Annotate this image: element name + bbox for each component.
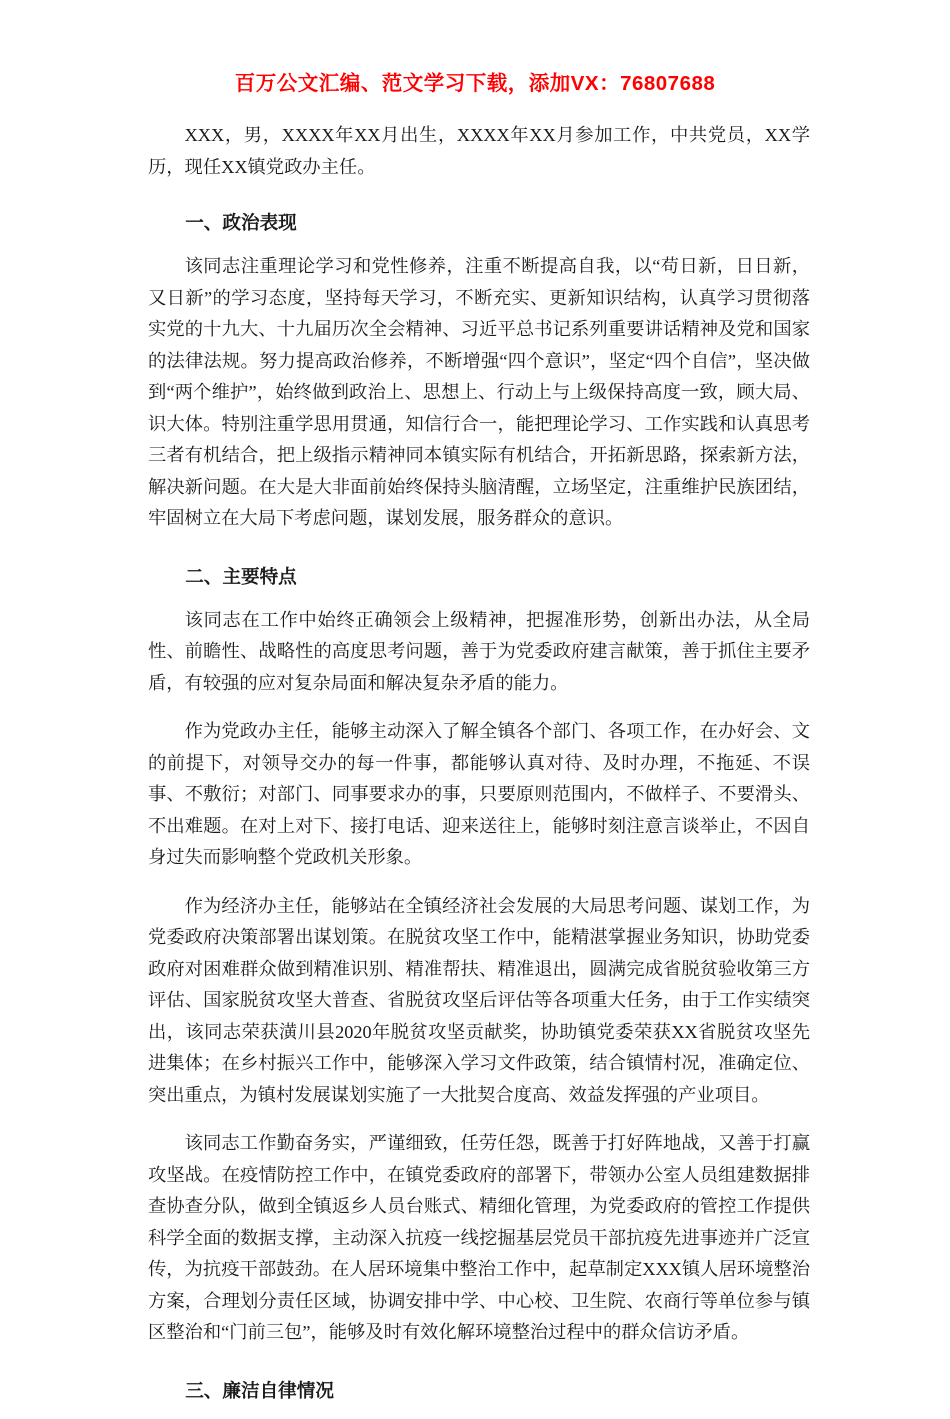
paragraph-political-performance: 该同志注重理论学习和党性修养，注重不断提高自我，以“苟日新，日日新，又日新”的学习态度，坚持每天学习，不断充实、更新知识结构，认真学习贯彻落实党的十九大、十九届历次全会精神、习近平总书记系列重要讲话精神及党和国家的法律法规。努力提高政治修养，不断增强“四个意识”，坚定“四个自信”，坚决做到“两个维护”，始终做到政治上、思想上、行动上与上级保持高度一致，顾大局、识大体。特别注重学思用贯通，知信行合一，能把理论学习、工作实践和认真思考三者有机结合，把上级指示精神同本镇实际有机结合，开拓新思路，探索新方法，解决新问题。在大是大非面前始终保持头脑清醒，立场坚定，注重维护民族团结，牢固树立在大局下考虑问题，谋划发展，服务群众的意识。 — [148, 256, 810, 528]
heading-political-performance: 一、政治表现 — [185, 212, 297, 233]
promo-banner: 百万公文汇编、范文学习下载，添加VX：76807688 — [234, 72, 716, 95]
paragraph-characteristics-3: 作为经济办主任，能够站在全镇经济社会发展的大局思考问题、谋划工作，为党委政府决策部署出谋划策。在脱贫攻坚工作中，能精湛掌握业务知识，协助党委政府对困难群众做到精准识别、精准帮扶、精准退出，圆满完成省脱贫验收第三方评估、国家脱贫攻坚大普查、省脱贫攻坚后评估等各项重大任务，由于工作实绩突出，该同志荣获潢川县2020年脱贫攻坚贡献奖，协助镇党委荣获XX省脱贫攻坚先进集体；在乡村振兴工作中，能够深入学习文件政策，结合镇情村况，准确定位、突出重点，为镇村发展谋划实施了一大批契合度高、效益发挥强的产业项目。 — [148, 895, 810, 1105]
heading-integrity-self-discipline: 三、廉洁自律情况 — [185, 1379, 334, 1401]
paragraph-characteristics-2: 作为党政办主任，能够主动深入了解全镇各个部门、各项工作，在办好会、文的前提下，对领导交办的每一件事，都能够认真对待、及时办理，不拖延、不误事、不敷衍；对部门、同事要求办的事，只要原则范围内，不做样子、不要滑头、不出难题。在对上对下、接打电话、迎来送往上，能够时刻注意言谈举止，不因自身过失而影响整个党政机关形象。 — [148, 721, 810, 867]
heading-main-characteristics: 二、主要特点 — [185, 565, 297, 587]
paragraph-characteristics-1: 该同志在工作中始终正确领会上级精神，把握准形势，创新出办法，从全局性、前瞻性、战略性的高度思考问题，善于为党委政府建言献策，善于抓住主要矛盾，有较强的应对复杂局面和解决复杂矛盾的能力。 — [148, 609, 810, 693]
intro-paragraph: XXX，男，XXXX年XX月出生，XXXX年XX月参加工作，中共党员，XX学历，现任XX镇党政办主任。 — [148, 125, 810, 177]
paragraph-characteristics-4: 该同志工作勤奋务实，严谨细致，任劳任怨，既善于打好阵地战，又善于打赢攻坚战。在疫情防控工作中，在镇党委政府的部署下，带领办公室人员组建数据排查协查分队，做到全镇返乡人员台账式、精细化管理，为党委政府的管控工作提供科学全面的数据支撑，主动深入抗疫一线挖掘基层党员干部抗疫先进事迹并广泛宣传，为抗疫干部鼓劲。在人居环境集中整治工作中，起草制定XXX镇人居环境整治方案，合理划分责任区域，协调安排中学、中心校、卫生院、农商行等单位参与镇区整治和“门前三包”，能够及时有效化解环境整治过程中的群众信访矛盾。 — [148, 1133, 810, 1342]
document-body — [148, 120, 810, 1419]
